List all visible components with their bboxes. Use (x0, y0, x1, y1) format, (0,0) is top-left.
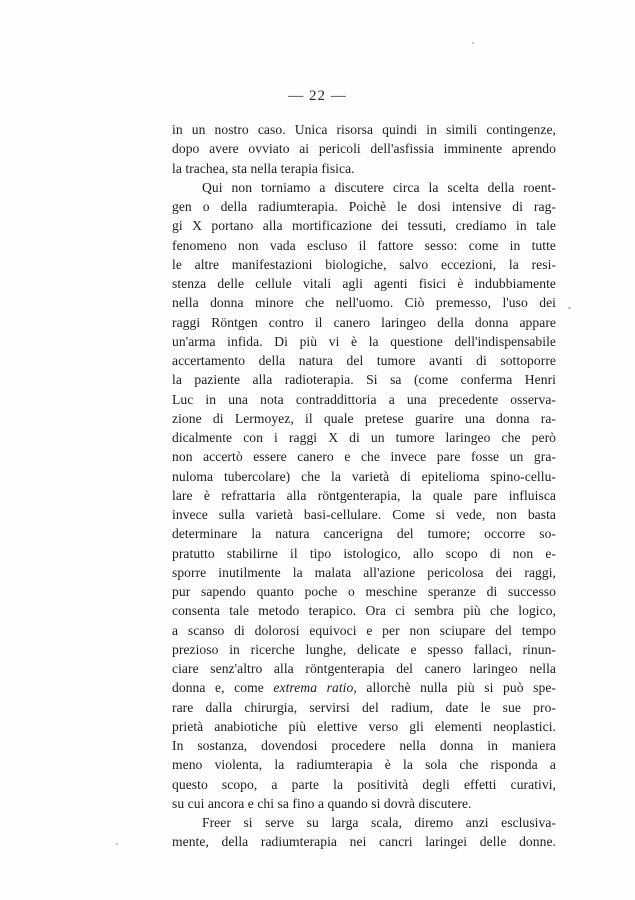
text-line: le altre manifestazioni biologiche, salvo eccezioni, la resi- (172, 256, 556, 272)
text-line: sporre inutilmente la malata all'azione pericolosa dei raggi, (172, 564, 556, 580)
body-text (172, 120, 556, 852)
paper-speck (472, 42, 474, 44)
text-line: dicalmente con i raggi X di un tumore laringeo che però (172, 430, 556, 445)
text-line: determinare la natura cancerigna del tumore; occorre so- (172, 526, 556, 542)
text-line: un'arma infida. Di più vi è la questione dell'indispensabile (172, 333, 556, 349)
text-line: mente, della radiumterapia nei cancri laringei delle donne. (172, 834, 556, 850)
text-line: meno violenta, la radiumterapia è la sola che risponda a (172, 757, 556, 773)
text-line: In sostanza, dovendosi procedere nella donna in maniera (172, 738, 556, 753)
text-line: su cui ancora e chi sa fino a quando si dovrà discutere. (172, 795, 472, 811)
text-line: lare è refrattaria alla röntgenterapia, la quale pare influisca (172, 487, 556, 503)
text-line: nella donna minore che nell'uomo. Ciò premesso, l'uso dei (172, 295, 556, 311)
text-line: consenta tale metodo terapico. Ora ci sembra più che logico, (172, 603, 556, 619)
text-line: ciare senz'altro alla röntgenterapia del canero laringeo nella (172, 661, 556, 676)
italic-phrase: extrema ratio (273, 680, 354, 696)
text-line: in un nostro caso. Unica risorsa quindi in simili contingenze, (172, 122, 556, 137)
paper-speck (568, 307, 571, 309)
text-line: fenomeno non vada escluso il fattore sesso: come in tutte (172, 237, 556, 253)
text-line: non accertò essere canero e che invece pare fosse un gra- (172, 449, 556, 465)
text-line: zione di Lermoyez, il quale pretese guarire una donna ra- (172, 410, 556, 426)
text-line: accertamento della natura del tumore avanti di sottoporre (172, 353, 556, 368)
text-line: questo scopo, a parte la positività degli effetti curativi, (172, 776, 556, 792)
text-line: la paziente alla radioterapia. Si sa (come conferma Henri (172, 372, 556, 388)
text-line: donna e, come extrema ratio, allorchè nulla più si può spe- (172, 680, 556, 696)
paper-speck (116, 843, 118, 845)
page-number: — 22 — (288, 88, 347, 104)
text-line: Freer si serve su larga scala, diremo anzi esclusiva- (202, 815, 556, 830)
text-line: invece sulla varietà basi-cellulare. Come si vede, non basta (172, 507, 556, 522)
text-line: nuloma tubercolare) che la varietà di epitelioma spino-cellu- (172, 468, 556, 484)
text-line: dopo avere ovviato ai pericoli dell'asfissia imminente aprendo (172, 141, 556, 157)
text-line: a scanso di dolorosi equivoci e per non sciupare del tempo (172, 622, 556, 638)
text-line: raggi Röntgen contro il canero laringeo della donna appare (172, 314, 556, 330)
text-line: gen o della radiumterapia. Poichè le dosi intensive di rag- (172, 199, 556, 214)
text-line: stenza delle cellule vitali agli agenti fisici è indubbiamente (172, 276, 556, 291)
text-line: prezioso in ricerche lunghe, delicate e spesso fallaci, rinun- (172, 641, 556, 657)
text-line: Qui non torniamo a discutere circa la scelta della roent- (202, 179, 556, 195)
text-line: rare dalla chirurgia, servirsi del radium, date le sue pro- (172, 699, 556, 715)
text-line: prietà anabiotiche più elettive verso gli elementi neoplastici. (172, 718, 556, 734)
text-line: pur sapendo quanto poche o meschine speranze di successo (172, 584, 556, 599)
text-line: pratutto stabilirne il tipo istologico, allo scopo di non e- (172, 545, 556, 561)
text-line: la trachea, sta nella terapia fisica. (172, 160, 355, 176)
text-line: gi X portano alla mortificazione dei tessuti, crediamo in tale (172, 218, 556, 234)
text-line: Luc in una nota contraddittoria a una precedente osserva- (172, 391, 556, 407)
